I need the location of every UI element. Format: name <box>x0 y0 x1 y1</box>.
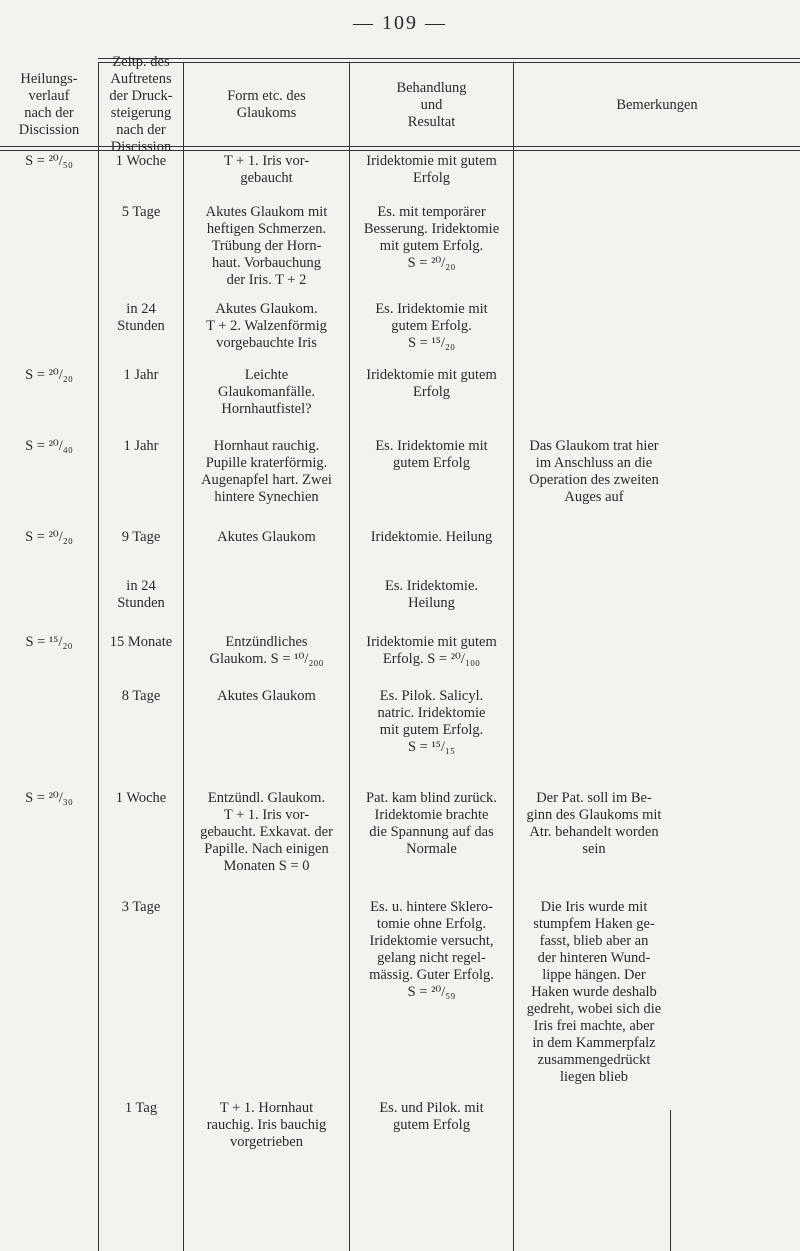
cell-form: Hornhaut rauchig. Pupille kraterförmig. Augenapfel hart. Zwei hintere Synechien <box>201 438 332 505</box>
cell-behandlung: Es. und Pilok. mit gutem Erfolg <box>379 1100 484 1133</box>
cell-form: Entzündl. Glaukom. T + 1. Iris vor- gebaucht. Exkavat. der Papille. Nach einigen Monaten S = 0 <box>200 790 333 874</box>
table-top-rule <box>98 58 800 59</box>
cell-zeitpunkt: 1 Jahr <box>123 367 159 383</box>
cell-behandlung: Iridektomie. Heilung <box>370 529 493 545</box>
cell-bemerkungen: Der Pat. soll im Be- ginn des Glaukoms mit Atr. behandelt worden sein <box>526 790 662 857</box>
cell-heilungsverlauf: S = ²⁰/₂₀ <box>25 529 73 545</box>
cell-form: Leichte Glaukomanfälle. Hornhautfistel? <box>217 367 316 417</box>
cell-heilungsverlauf: S = ²⁰/₄₀ <box>25 438 73 454</box>
cell-behandlung: Es. u. hintere Sklero- tomie ohne Erfolg. Iridektomie versucht, gelang nicht regel- mässig. Guter Erfolg. S = ²⁰/₅₉ <box>369 899 494 1000</box>
column-divider <box>98 62 99 1251</box>
cell-zeitpunkt: 8 Tage <box>121 688 161 704</box>
header-behandlung: Behandlung und Resultat <box>396 79 467 130</box>
cell-behandlung: Es. mit temporärer Besserung. Iridektomie mit gutem Erfolg. S = ²⁰/₂₀ <box>363 204 500 271</box>
cell-behandlung: Es. Iridektomie mit gutem Erfolg <box>375 438 488 471</box>
cell-zeitpunkt: 1 Jahr <box>123 438 159 454</box>
page-number: — 109 — <box>353 12 447 34</box>
cell-form: Akutes Glaukom <box>217 529 316 545</box>
cell-behandlung: Iridektomie mit gutem Erfolg. S = ²⁰/₁₀₀ <box>366 634 497 667</box>
cell-heilungsverlauf: S = ²⁰/₅₀ <box>25 153 73 169</box>
cell-zeitpunkt: in 24 Stunden <box>117 578 165 611</box>
cell-behandlung: Es. Iridektomie. Heilung <box>384 578 479 611</box>
cell-zeitpunkt: 5 Tage <box>121 204 161 220</box>
cell-behandlung: Es. Pilok. Salicyl. natric. Iridektomie mit gutem Erfolg. S = ¹⁵/₁₅ <box>377 688 486 755</box>
cell-zeitpunkt: 1 Woche <box>115 790 167 806</box>
cell-zeitpunkt: 1 Woche <box>115 153 167 169</box>
cell-behandlung: Iridektomie mit gutem Erfolg <box>366 153 497 186</box>
cell-zeitpunkt: 15 Monate <box>109 634 173 650</box>
cell-behandlung: Iridektomie mit gutem Erfolg <box>366 367 497 400</box>
cell-form: T + 1. Hornhaut rauchig. Iris bauchig vorgetrieben <box>206 1100 327 1150</box>
cell-bemerkungen: Das Glaukom trat hier im Anschluss an die Operation des zweiten Auges auf <box>529 438 659 505</box>
cell-behandlung: Es. Iridektomie mit gutem Erfolg. S = ¹⁵/₂₀ <box>375 301 488 351</box>
column-divider <box>670 1110 671 1251</box>
header-zeitpunkt: Zeitp. des Auftretens der Druck- steigerung nach der Discission <box>109 54 173 155</box>
cell-zeitpunkt: 1 Tag <box>124 1100 158 1116</box>
cell-behandlung: Pat. kam blind zurück. Iridektomie brachte die Spannung auf das Normale <box>366 790 497 857</box>
cell-form: T + 1. Iris vor- gebaucht <box>223 153 310 186</box>
cell-zeitpunkt: 3 Tage <box>121 899 161 915</box>
cell-heilungsverlauf: S = ²⁰/₃₀ <box>25 790 73 806</box>
header-heilungsverlauf: Heilungs- verlauf nach der Discission <box>18 71 80 138</box>
cell-zeitpunkt: in 24 Stunden <box>117 301 165 334</box>
cell-form: Akutes Glaukom <box>217 688 316 704</box>
header-form: Form etc. des Glaukoms <box>227 88 306 121</box>
cell-bemerkungen: Die Iris wurde mit stumpfem Haken ge- fasst, blieb aber an der hinteren Wund- lippe hängen. Der Haken wurde deshalb gedreht, wobei sich die Iris frei machte, aber in dem Kammerpfalz zusammengedrückt liegen blieb <box>526 899 662 1085</box>
header-bemerkungen: Bemerkungen <box>616 96 698 113</box>
cell-form: Akutes Glaukom. T + 2. Walzenförmig vorgebauchte Iris <box>206 301 327 351</box>
cell-heilungsverlauf: S = ²⁰/₂₀ <box>25 367 73 383</box>
cell-form: Entzündliches Glaukom. S = ¹⁰/₂₀₀ <box>209 634 324 667</box>
cell-zeitpunkt: 9 Tage <box>121 529 161 545</box>
cell-form: Akutes Glaukom mit heftigen Schmerzen. Trübung der Horn- haut. Vorbauchung der Iris. T + 2 <box>205 204 328 288</box>
table-top-rule-2 <box>98 62 800 63</box>
cell-heilungsverlauf: S = ¹⁵/₂₀ <box>25 634 73 650</box>
